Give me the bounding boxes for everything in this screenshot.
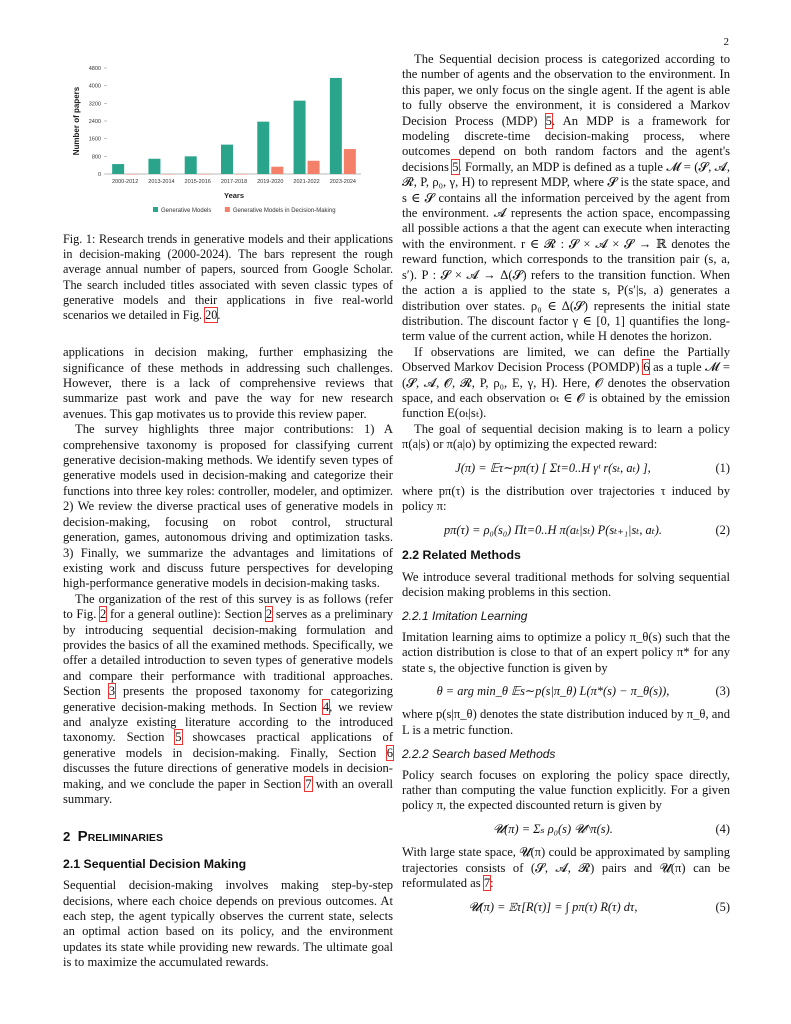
text: showcases practical applications of generative models in decision-making. Finally, Section — [63, 730, 394, 760]
y-tick-label: 2400 — [88, 119, 101, 125]
related-paragraph: We introduce several traditional methods for solving sequential decision making problems in this section. — [402, 569, 730, 599]
x-tick-label: 2021-2022 — [293, 179, 320, 185]
figure-1-caption: Fig. 1: Research trends in generative models and their applications in decision-making (2000-2024). The bars represent the rough average annual number of papers, sourced from Google Scholar. The search included titles associated with seven classic types of generative models and their applications in five real-world scenarios we detailed in Fig. 20. — [63, 232, 393, 323]
sequential-paragraph: Sequential decision-making involves making step-by-step decisions, where each choice depends on previous outcomes. At each step, the agent typically observes the current state, selects an optimal action based on its policy, and the environment updates its state while providing new rewards. The ultimate goal is to maximize the accumulated rewards. — [63, 878, 393, 970]
text: , we review and analyze existing literature according to the introduced taxonomy. Section — [63, 699, 393, 745]
intro-paragraph-3 — [63, 592, 393, 808]
equation-number: (5) — [715, 899, 730, 914]
section-ref[interactable]: 6 — [386, 745, 393, 760]
text: . Formally, an MDP is defined as a tuple 𝓜 = (𝓢, 𝓐, 𝓡, P, ρ₀, γ, H) to represent MDP, where 𝓢 is the state space, and s ∈ 𝓢 contains all the information perceived by the agent from the environment. 𝓐 represents the action space, encompassing all possible actions a that the agent can execute when interacting with the environment. r ∈ 𝓡 : 𝓢 × 𝓐 × 𝓢 → ℝ denotes the reward function, which corresponds to the transition pair (s, a, s′). P : 𝓢 × 𝓐 → Δ(𝓢) refers to the transition function. When the action a is applied to the state s, P(s′|s, a) generates a distribution over states. ρ₀ ∈ Δ(𝓢) represents the initial state distribution. The discount factor γ ∈ [0, 1] quantifies the long-term value of the current action, while H denotes the horizon. — [402, 159, 730, 344]
section-ref[interactable]: 3 — [108, 684, 116, 699]
legend-label: Generative Models in Decision-Making — [232, 208, 336, 214]
sampling-paragraph — [402, 845, 730, 891]
y-tick-label: 800 — [91, 154, 101, 161]
equation-number: (3) — [715, 684, 730, 699]
citation[interactable]: 5 — [545, 113, 552, 128]
search-paragraph: Policy search focuses on exploring the policy space directly, rather than computing the value function explicitly. For a given policy π, the expected discounted return is given by — [402, 767, 730, 813]
bar-generative-decision-making — [344, 149, 356, 174]
bar-generative-models — [112, 164, 124, 174]
section-ref[interactable]: 2 — [265, 607, 273, 622]
equation-1 — [402, 461, 730, 476]
text: serves as a preliminary by introducing sequential decision-making formulation and provides the basics of all the examined methods. Specifically, we offer a detailed introduction to seven types of generative models and compare their performance with traditional approaches. Section — [63, 607, 394, 699]
equation-body: J(π) = 𝔼τ∼pπ(τ) [ Σt=0..H γᵗ r(sₜ, aₜ) ], — [455, 460, 651, 475]
citation[interactable]: 5 — [452, 159, 459, 174]
bar-generative-models — [330, 78, 342, 174]
bar-generative-models — [185, 156, 197, 174]
text: The organization of the rest of this survey is as follows (refer to Fig. — [63, 591, 393, 622]
bar-generative-models — [257, 122, 269, 174]
section-title-rest: RELIMINARIES — [87, 832, 163, 845]
left-column — [63, 52, 393, 971]
x-tick-label: 2013-2014 — [148, 179, 175, 185]
pomdp-paragraph — [402, 345, 730, 422]
bar-chart — [63, 52, 393, 220]
figure-1-chart — [63, 52, 393, 220]
text: If observations are limited, we can define the Partially Observed Markov Decision Process (POMDP) — [402, 344, 730, 375]
equation-5 — [402, 900, 730, 915]
bar-generative-decision-making — [308, 161, 320, 174]
x-axis-label: Years — [223, 191, 245, 200]
text: with an overall summary. — [63, 776, 393, 806]
imitation-paragraph: Imitation learning aims to optimize a policy π_θ(s) such that the action distribution is close to that of an expert policy π* for any state s, the objective function is given by — [402, 629, 730, 675]
section-ref[interactable]: 5 — [175, 730, 182, 745]
page-number: 2 — [723, 36, 729, 48]
imitation-paragraph-2: where p(s|π_θ) denotes the state distribution induced by π_θ, and L is a metric function. — [402, 707, 730, 737]
section-number: 2 — [63, 829, 71, 845]
text: as a tuple 𝓜 = (𝓢, 𝓐, 𝓞, 𝓡, P, ρ₀, E, γ, H). Here, 𝓞 denotes the observation space, and each observation oₜ ∈ 𝓞 is obtained by the emission function E(oₜ|sₜ). — [402, 360, 730, 421]
y-tick-label: 1600 — [88, 136, 101, 143]
bar-generative-models — [294, 101, 306, 174]
subsubsection-heading: 2.2.1 Imitation Learning — [402, 609, 528, 624]
equation-body: pπ(τ) = ρ₀(s₀) Πt=0..H π(aₜ|sₜ) P(sₜ₊₁|sₜ, aₜ). — [443, 522, 663, 537]
intro-paragraph-1: applications in decision making, further emphasizing the significance of these methods in addressing such challenges. However, there is a lack of comprehensive reviews that summarize past work and pave the way for new research avenues. This gap motivates us to provide this review paper. — [63, 345, 393, 421]
x-tick-label: 2019-2020 — [257, 179, 284, 185]
trajectory-paragraph: where pπ(τ) is the distribution over trajectories τ induced by policy π: — [402, 483, 730, 514]
equation-body: 𝓤(π) = 𝔼τ[R(τ)] = ∫ pπ(τ) R(τ) dτ, — [468, 899, 638, 914]
equation-4 — [402, 822, 730, 837]
mdp-paragraph — [402, 52, 730, 345]
intro-paragraph-2: The survey highlights three major contributions: 1) A comprehensive taxonomy is proposed for classifying current generative decision-making methods. We identify seven types of generative models used in decision-making and categorize their functions into three key roles: controller, modeler, and optimizer. 2) We review the diverse practical uses of generative models in decision-making, focusing on robot control, structural generation, games, autonomous driving and optimization tasks. 3) Finally, we summarize the advantages and limitations of existing work and discuss future perspectives for developing high-performance generative models in decision-making tasks. — [63, 422, 393, 591]
equation-number: (1) — [715, 460, 730, 475]
x-tick-label: 2023-2024 — [329, 179, 357, 185]
caption-fig-ref[interactable]: 20 — [205, 308, 218, 323]
text: With large state space, 𝓤(π) could be approximated by sampling trajectories consists of (𝓢, 𝓐, 𝓡) pairs and 𝓤(π) can be reformulated as — [402, 845, 730, 891]
y-tick-label: 0 — [97, 172, 101, 178]
equation-number: (2) — [715, 522, 730, 537]
text: for a general outline): Section — [109, 607, 263, 622]
bar-generative-models — [221, 145, 233, 174]
citation[interactable]: 7 — [483, 876, 491, 891]
caption-text: Fig. 1: Research trends in generative models and their applications in decision-making (2000-2024). The bars represent the rough average annual number of papers, sourced from Google Scholar. The search included titles associated with seven classic types of generative models and their applications in five real-world scenarios we detailed in Fig. — [63, 232, 393, 323]
right-column — [402, 52, 730, 923]
subsection-heading: 2.2 Related Methods — [402, 548, 521, 563]
text: discusses the future directions of generative models in decision-making, and we conclude the paper in Section — [63, 761, 393, 791]
bar-generative-decision-making — [271, 167, 283, 174]
citation[interactable]: 6 — [643, 360, 650, 375]
subsubsection-heading: 2.2.2 Search based Methods — [402, 747, 556, 762]
bar-generative-models — [148, 159, 160, 174]
equation-body: θ = arg min_θ 𝔼s∼p(s|π_θ) L(π*(s) − π_θ(s)), — [436, 684, 670, 699]
equation-2 — [402, 523, 730, 538]
x-tick-label: 2017-2018 — [220, 179, 248, 185]
text: presents the proposed taxonomy for categorizing generative decision-making methods. In Section — [63, 684, 394, 714]
section-heading — [63, 829, 393, 846]
equation-body: 𝓤(π) = Σₛ ρ₀(s) 𝓤^π(s). — [493, 821, 613, 836]
equation-number: (4) — [715, 821, 730, 836]
y-tick-label: 3200 — [88, 101, 101, 108]
x-tick-label: 2000-2012 — [111, 179, 139, 185]
subsection-heading: 2.1 Sequential Decision Making — [63, 856, 247, 871]
section-ref[interactable]: 4 — [322, 699, 330, 714]
legend-swatch — [153, 207, 158, 212]
section-title-initial: P — [77, 828, 88, 846]
text: The Sequential decision process is categorized according to the number of agents and the observation to the environment. In this paper, we only focus on the single agent. If the agent is able to fully observe the environment, it is considered a Markov Decision Process (MDP) — [402, 52, 730, 128]
equation-3 — [402, 684, 730, 699]
y-tick-label: 4000 — [88, 83, 101, 90]
goal-paragraph: The goal of sequential decision making is to learn a policy π(a|s) or π(a|o) by optimizing the expected reward: — [402, 421, 730, 452]
y-axis-label: Number of papers — [72, 86, 81, 156]
y-tick-label: 4800 — [88, 66, 101, 72]
x-tick-label: 2015-2016 — [184, 179, 211, 185]
text: . An MDP is a framework for modeling discrete-time decision-making process, where outcomes depend on both random factors and the agent's decisions — [402, 113, 731, 174]
legend-label: Generative Models — [161, 208, 212, 214]
fig-ref[interactable]: 2 — [100, 607, 107, 622]
legend-swatch — [225, 207, 230, 212]
section-ref[interactable]: 7 — [305, 776, 312, 791]
text: : — [490, 876, 494, 891]
